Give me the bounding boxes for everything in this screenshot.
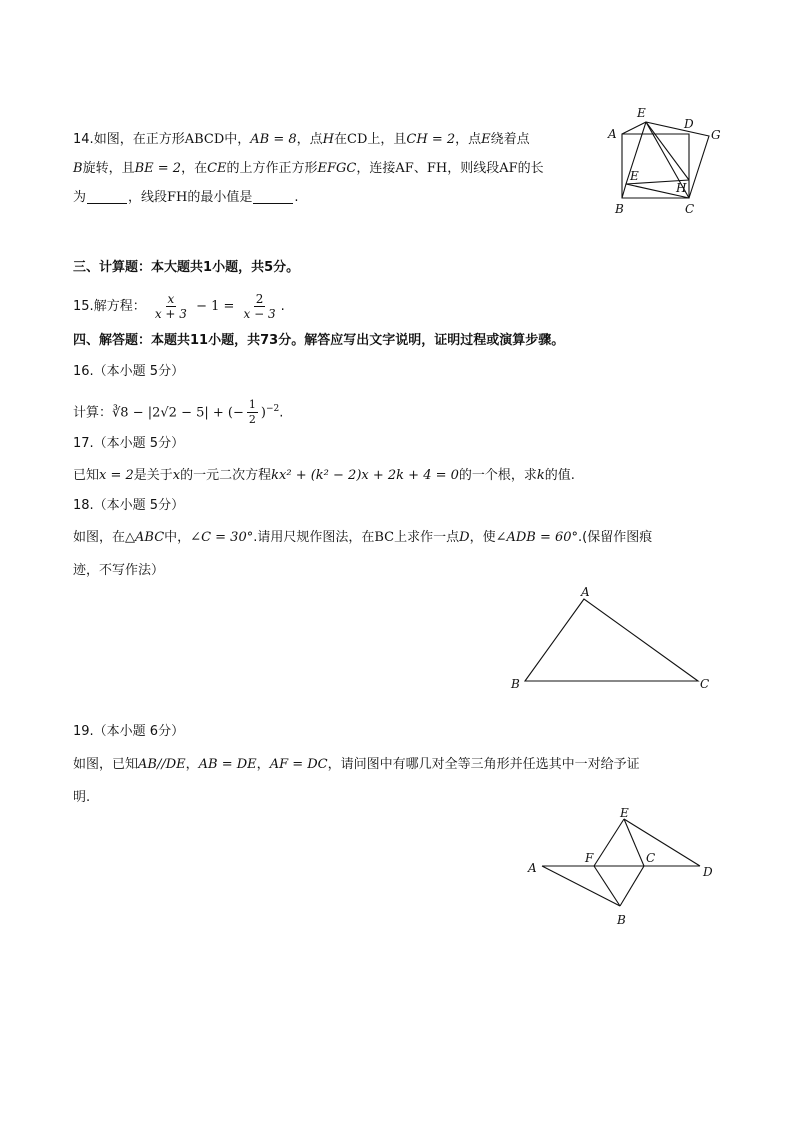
label-e: E <box>620 806 629 820</box>
fraction-2-over-x-minus-3: $\frac{2}{x - 3}$ <box>243 292 276 321</box>
q16-heading: 16.（本小题 5分） <box>73 364 185 379</box>
q18-triangle-figure <box>505 582 720 697</box>
q19-heading: 19.（本小题 6分） <box>73 724 185 739</box>
fraction-x-over-x-plus-3: $\frac{x}{x + 3}$ <box>154 292 187 321</box>
label-a: A <box>608 127 617 141</box>
answer-blank-1[interactable] <box>87 189 127 204</box>
q14-number: 14. <box>73 132 94 147</box>
triangle-abc <box>525 599 698 681</box>
q18-line-1: 如图，在△ABC中，∠C = 30°.请用尺规作图法，在BC上求作一点D，使∠ADB = 60°.(保留作图痕 <box>73 530 653 545</box>
label-b: B <box>615 202 624 216</box>
section-4-heading: 四、解答题：本题共11小题，共73分。解答应写出文字说明，证明过程或演算步骤。 <box>73 333 565 348</box>
q19-line-2: 明. <box>73 790 91 805</box>
label-b: B <box>511 677 520 691</box>
segment-ed <box>624 819 700 866</box>
segment-fh <box>646 122 689 180</box>
segment-ef <box>594 819 624 866</box>
label-a: A <box>528 861 537 875</box>
section-3-heading: 三、计算题：本大题共1小题，共5分。 <box>73 260 300 275</box>
label-d: D <box>684 117 694 131</box>
label-f: F <box>585 851 594 865</box>
label-g: G <box>711 128 721 142</box>
q18-line-2: 迹，不写作法） <box>73 563 165 578</box>
q14-figure <box>600 100 730 220</box>
q16-body: 计算：∛8 − |2√2 − 5| + (− $\frac{1}{2}$ )$^{-2}$. <box>73 398 284 427</box>
q19-line-1: 如图，已知AB//DE，AB = DE，AF = DC，请问图中有哪几对全等三角形并任选其中一对给予证 <box>73 757 640 772</box>
label-e-inner: E <box>630 169 639 183</box>
q17-heading: 17.（本小题 5分） <box>73 436 185 451</box>
label-d: D <box>703 865 713 879</box>
label-e-top: E <box>637 106 646 120</box>
segment-be <box>622 184 626 198</box>
label-c: C <box>685 202 695 216</box>
q18-heading: 18.（本小题 5分） <box>73 498 185 513</box>
label-c: C <box>646 851 656 865</box>
label-c: C <box>700 677 710 691</box>
segment-cb <box>620 866 644 906</box>
label-b: B <box>617 913 626 927</box>
q19-figure <box>520 802 720 930</box>
segment-ab <box>542 866 620 906</box>
q14-line-1: 14.如图，在正方形ABCD中，AB = 8，点H在CD上，且CH = 2，点E绕着点 <box>73 132 530 147</box>
label-a: A <box>581 585 590 599</box>
q14-line-3: 为 ，线段FH的最小值是 . <box>73 190 299 205</box>
q17-body: 已知x = 2是关于x的一元二次方程kx² + (k² − 2)x + 2k + 4 = 0的一个根，求k的值. <box>73 468 575 483</box>
label-h: H <box>676 181 687 195</box>
q15: 15.解方程： $\frac{x}{x + 3}$ − 1 = $\frac{2}{x - 3}$ . <box>73 292 285 321</box>
segment-ec <box>624 819 644 866</box>
segment-fb <box>594 866 620 906</box>
q14-line-2: B旋转，且BE = 2，在CE的上方作正方形EFGC，连接AF、FH，则线段AF的长 <box>73 161 544 176</box>
answer-blank-2[interactable] <box>253 189 293 204</box>
fraction-one-half: $\frac{1}{2}$ <box>248 398 256 427</box>
